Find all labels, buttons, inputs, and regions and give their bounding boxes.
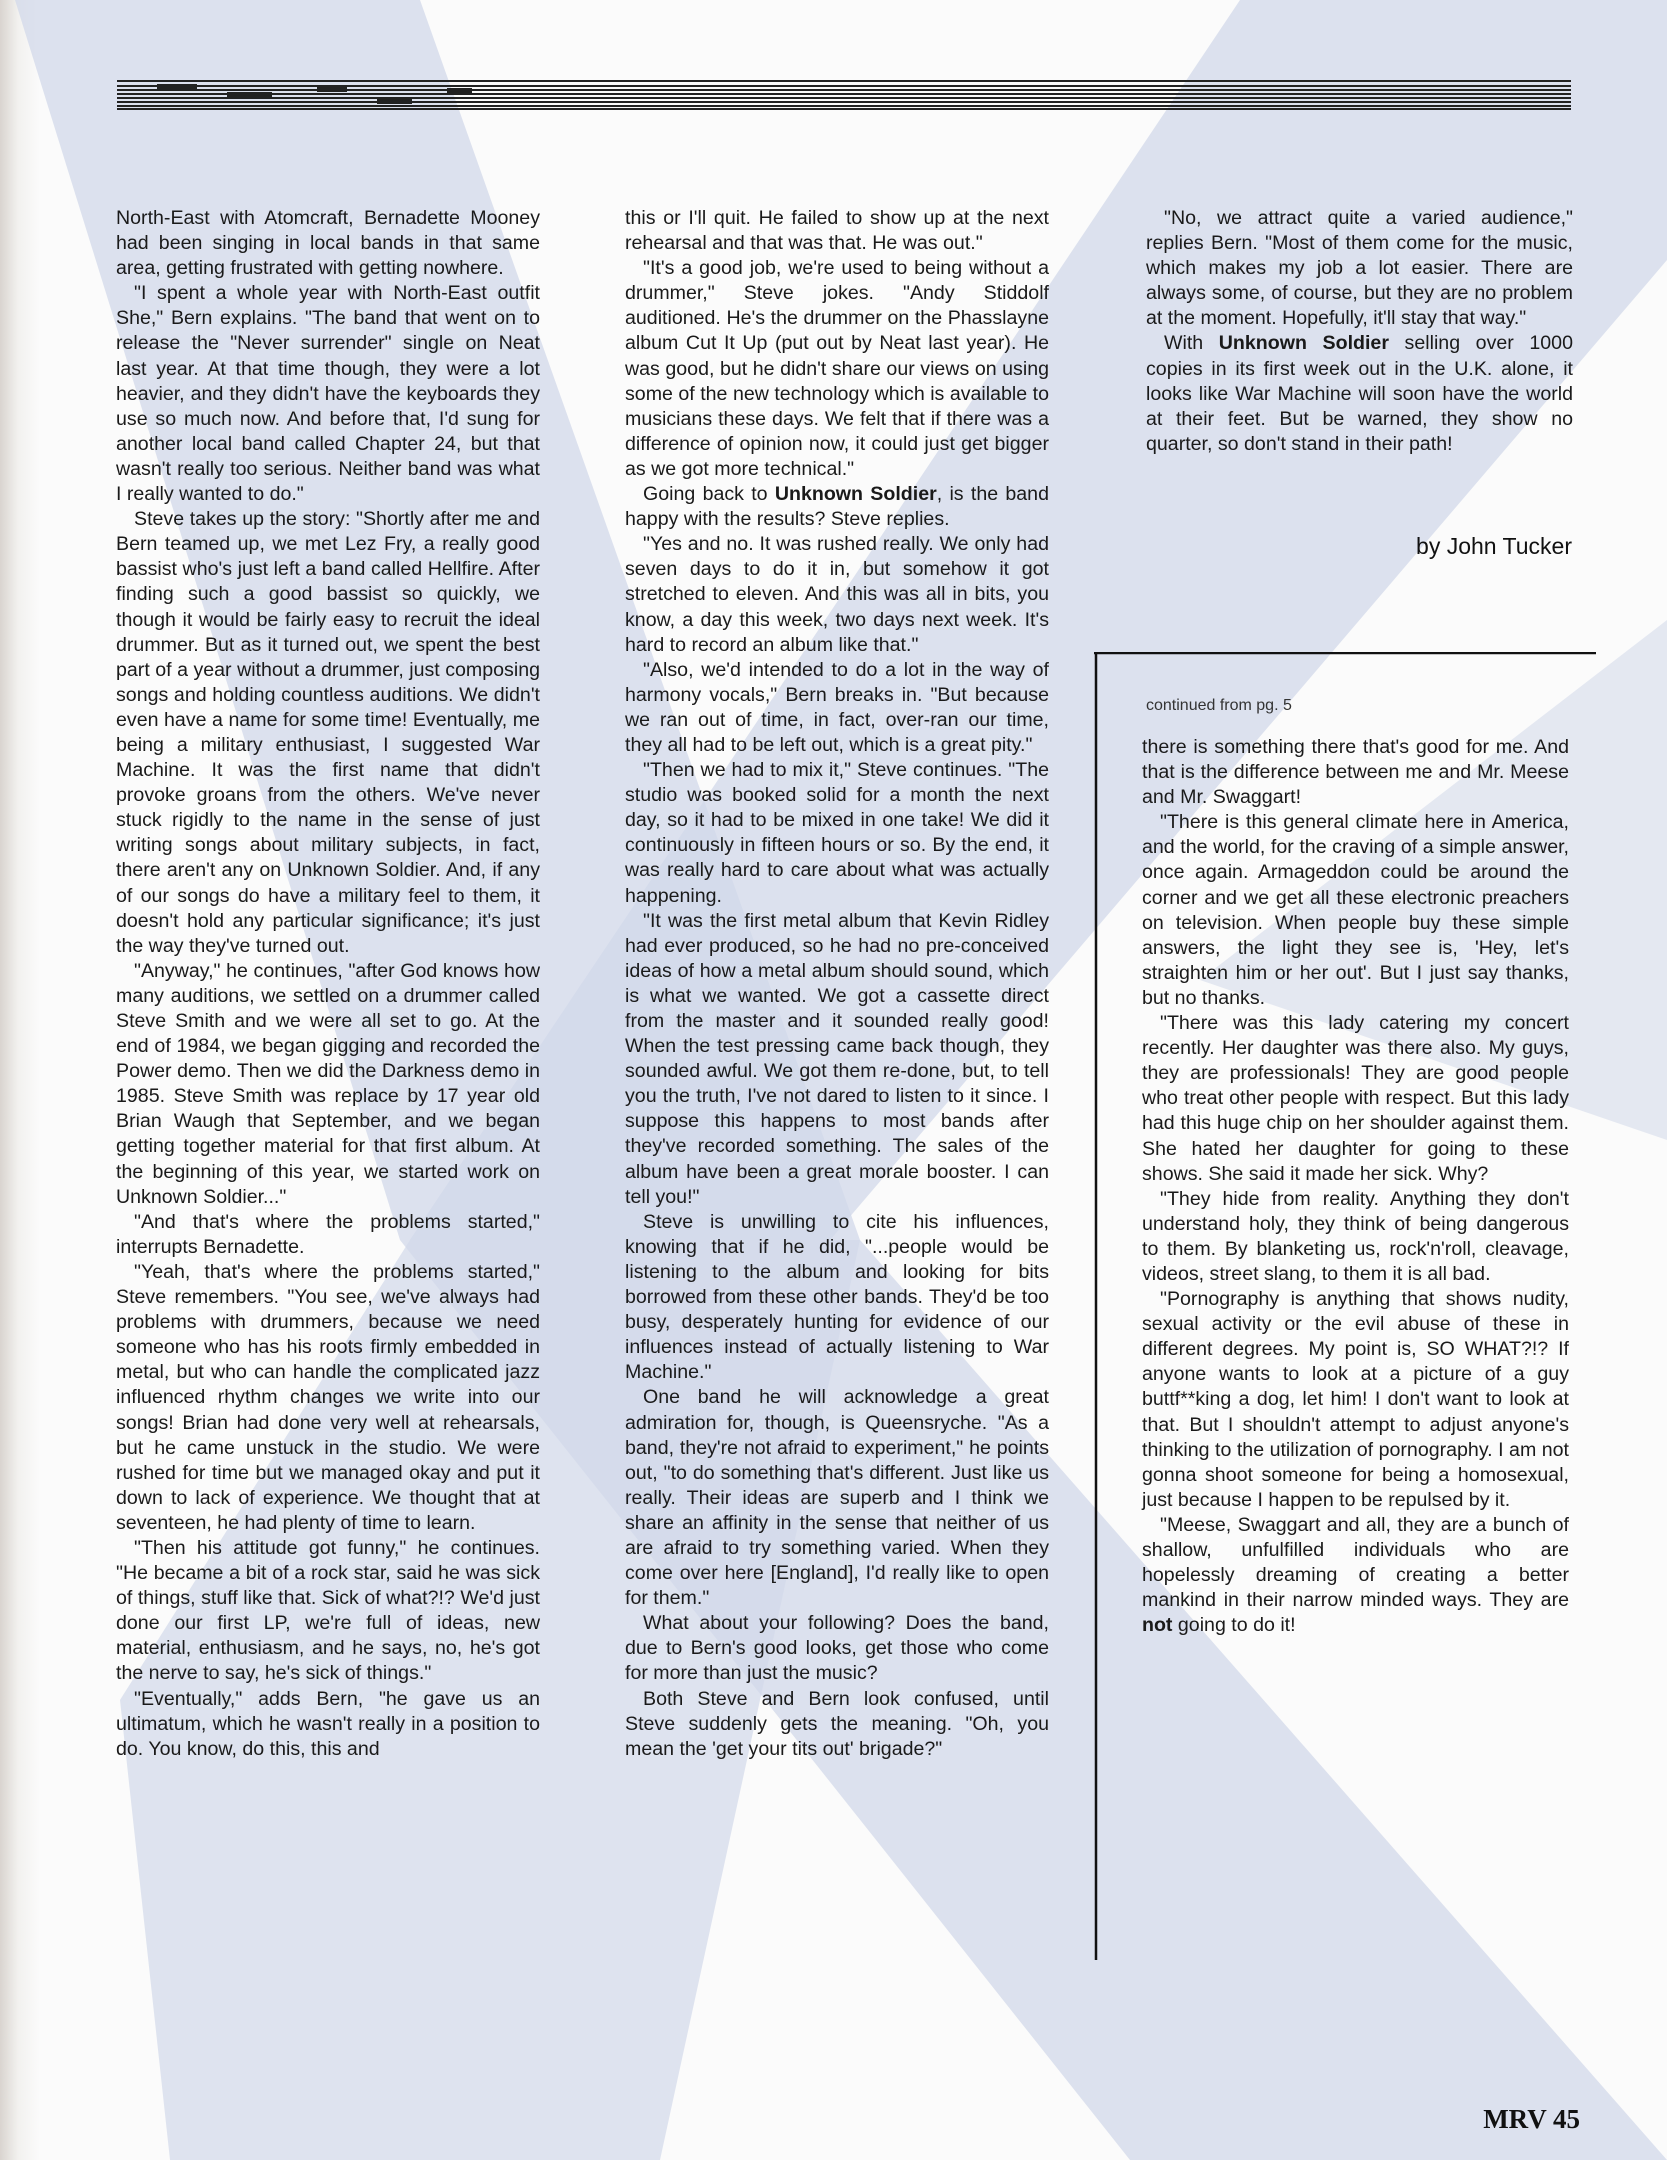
paragraph: "They hide from reality. Anything they don't understand holy, they think of being dangerous to them. By blanketing us, rock'n'roll, cleavage, videos, street slang, to them it is all bad. (1142, 1187, 1569, 1285)
paragraph: Steve is unwilling to cite his influences, knowing that if he did, "...people would be listening to the album and looking for bits borrowed from these other bands. They'd be too busy, desperately hunting for evidence of our influences instead of actually listening to War Machine." (625, 1210, 1049, 1384)
text-run: Going back to (643, 483, 775, 506)
emphasis: not (1142, 1614, 1173, 1637)
sidebar-column (1142, 735, 1569, 1638)
paragraph: "There was this lady catering my concert recently. Her daughter was there also. My guys, they are professionals! They are good people who treat other people with respect. But this lady had this huge chip on her shoulder against them. She hated her daughter for going to these shows. She said it made her sick. Why? (1142, 1012, 1569, 1185)
paragraph (1146, 331, 1573, 456)
article-column-1 (116, 206, 540, 1762)
text-run: , is the band happy with the results? Steve replies. (625, 483, 1049, 531)
paragraph (1142, 1513, 1569, 1638)
paragraph: "Then his attitude got funny," he continues. "He became a bit of a rock star, said he was sick of things, stuff like that. Sick of what?!? We'd just done our first LP, we're full of ideas, new material, enthusiasm, and he says, no, he's got the nerve to say, he's sick of things." (116, 1536, 540, 1685)
paragraph: there is something there that's good for me. And that is the difference between me and Mr. Meese and Mr. Swaggart! (1142, 736, 1569, 809)
header-rule (117, 80, 1571, 110)
paragraph: One band he will acknowledge a great admiration for, though, is Queensryche. "As a band, they're not afraid to experiment," he points out, "to do something that's different. Just like us really. Their ideas are superb and I think we share an affinity in the sense that neither of us are afraid to try something varied. When they come over here [England], I'd really like to open for them." (625, 1386, 1049, 1610)
album-title: Unknown Soldier (1218, 332, 1389, 355)
paragraph: "Pornography is anything that shows nudity, sexual activity or the evil abuse of these in different degrees. My point is, SO WHAT?!? If anyone wants to look at a picture of a guy buttf**king a dog, let him! I don't want to look at that. But I shouldn't attempt to adjust anyone's thinking to the utilization of pornography. I am not gonna shoot someone for being a homosexual, just because I happen to be repulsed by it. (1142, 1288, 1569, 1511)
paragraph: this or I'll quit. He failed to show up at the next rehearsal and that was that. He was out." (625, 207, 1049, 255)
paragraph: "No, we attract quite a varied audience," replies Bern. "Most of them come for the music, which makes my job a lot easier. There are always some, of course, but they are no problem at the moment. Hopefully, it'll stay that way." (1146, 207, 1573, 330)
article-column-3 (1146, 206, 1573, 457)
paragraph: "It's a good job, we're used to being without a drummer," Steve jokes. "Andy Stiddolf auditioned. He's the drummer on the Phasslayne album Cut It Up (put out by Neat last year). He was good, but he didn't share our views on using some of the new technology which is available to musicians these days. We felt that if there was a difference of opinion now, it could just get bigger as we got more technical." (625, 257, 1049, 480)
paragraph (625, 482, 1049, 532)
paragraph: Steve takes up the story: "Shortly after me and Bern teamed up, we met Lez Fry, a really good bassist who's just left a band called Hellfire. After finding such a good bassist so quickly, we though it would be fairly easy to recruit the ideal drummer. But as it turned out, we spent the best part of a year without a drummer, just composing songs and holding countless auditions. We didn't even have a name for some time! Eventually, me being a military enthusiast, I suggested War Machine. It was the first name that didn't provoke groans from the others. We've never stuck rigidly to the name in the sense of just writing songs about military subjects, in fact, there aren't any on Unknown Soldier. And, if any of our songs do have a military feel to them, it doesn't hold any particular significance; it's just the way they've turned out. (116, 508, 540, 957)
album-title: Unknown Soldier (774, 483, 937, 506)
text-run: going to do it! (1172, 1614, 1296, 1637)
page-folio: MRV 45 (1483, 2104, 1580, 2134)
paragraph: "I spent a whole year with North-East outfit She," Bern explains. "The band that went on to release the "Never surrender" single on Neat last year. At that time though, they were a lot heavier, and they didn't have the keyboards they use so much now. And before that, I'd sung for another local band called Chapter 24, but that wasn't really too serious. Neither band was what I really wanted to do." (116, 282, 540, 506)
paragraph: What about your following? Does the band, due to Bern's good looks, get those who come for more than just the music? (625, 1612, 1049, 1685)
paragraph: North-East with Atomcraft, Bernadette Mooney had been singing in local bands in that same area, getting frustrated with getting nowhere. (116, 207, 540, 280)
paragraph: "And that's where the problems started," interrupts Bernadette. (116, 1210, 540, 1258)
paragraph: "Anyway," he continues, "after God knows how many auditions, we settled on a drummer called Steve Smith and we were all set to go. At the end of 1984, we began gigging and recorded the Power demo. Then we did the Darkness demo in 1985. Steve Smith was replace by 17 year old Brian Waugh that September, and we began getting together material for that first album. At the beginning of this year, we started work on Unknown Soldier..." (116, 959, 540, 1208)
paragraph: "Yeah, that's where the problems started," Steve remembers. "You see, we've always had problems with drummers, because we need someone who has his roots firmly embedded in metal, but who can handle the complicated jazz influenced rhythm changes we write into our songs! Brian had done very well at rehearsals, but he came unstuck in the studio. We were rushed for time but we managed okay and put it down to lack of experience. We thought that at seventeen, he had plenty of time to learn. (116, 1260, 540, 1534)
text-run: "Meese, Swaggart and all, they are a bunch of shallow, unfulfilled individuals who are hopelessly dreaming of creating a better mankind in their narrow minded ways. They are (1142, 1513, 1569, 1612)
paragraph: "Then we had to mix it," Steve continues. "The studio was booked solid for a month the next day, so it had to be mixed in one take! We did it continuously in fifteen hours or so. By the end, it was really hard to care about what was actually happening. (625, 759, 1049, 907)
paragraph: "Also, we'd intended to do a lot in the way of harmony vocals," Bern breaks in. "But because we ran out of time, in fact, over-ran our time, they all had to be left out, which is a great pity." (625, 658, 1049, 756)
article-column-2 (625, 206, 1049, 1762)
paragraph: "It was the first metal album that Kevin Ridley had ever produced, so he had no pre-conceived ideas of how a metal album should sound, which is what we wanted. We got a cassette direct from the master and it sounded really good! When the test pressing came back though, they sounded awful. We got them re-done, but, to tell you the truth, I've not dared to listen to it since. I suppose this happens to most bands after they've recorded something. The sales of the album have been a great morale booster. I can tell you!" (625, 909, 1049, 1208)
paragraph: "There is this general climate here in America, and the world, for the craving of a simple answer, once again. Armageddon could be around the corner and we get all these electronic preachers on television. When people buy these simple answers, the light they see is, 'Hey, let's straighten him or her out'. But I just say thanks, but no thanks. (1142, 811, 1569, 1009)
paragraph: "Eventually," adds Bern, "he gave us an ultimatum, which he wasn't really in a position to do. You know, do this, this and (116, 1687, 540, 1760)
paragraph: Both Steve and Bern look confused, until Steve suddenly gets the meaning. "Oh, you mean the 'get your tits out' brigade?" (625, 1687, 1049, 1760)
paragraph: "Yes and no. It was rushed really. We only had seven days to do it in, but somehow it got stretched to eleven. And this was all in bits, you know, a day this week, two days next week. It's hard to record an album like that." (625, 533, 1049, 656)
text-run: selling over 1000 copies in its first week out in the U.K. alone, it looks like War Machine will soon have the world at their feet. But be warned, they show no quarter, so don't stand in their path! (1146, 332, 1573, 455)
text-run: With (1164, 332, 1219, 355)
byline: by John Tucker (1416, 533, 1572, 559)
continued-label: continued from pg. 5 (1146, 697, 1292, 714)
